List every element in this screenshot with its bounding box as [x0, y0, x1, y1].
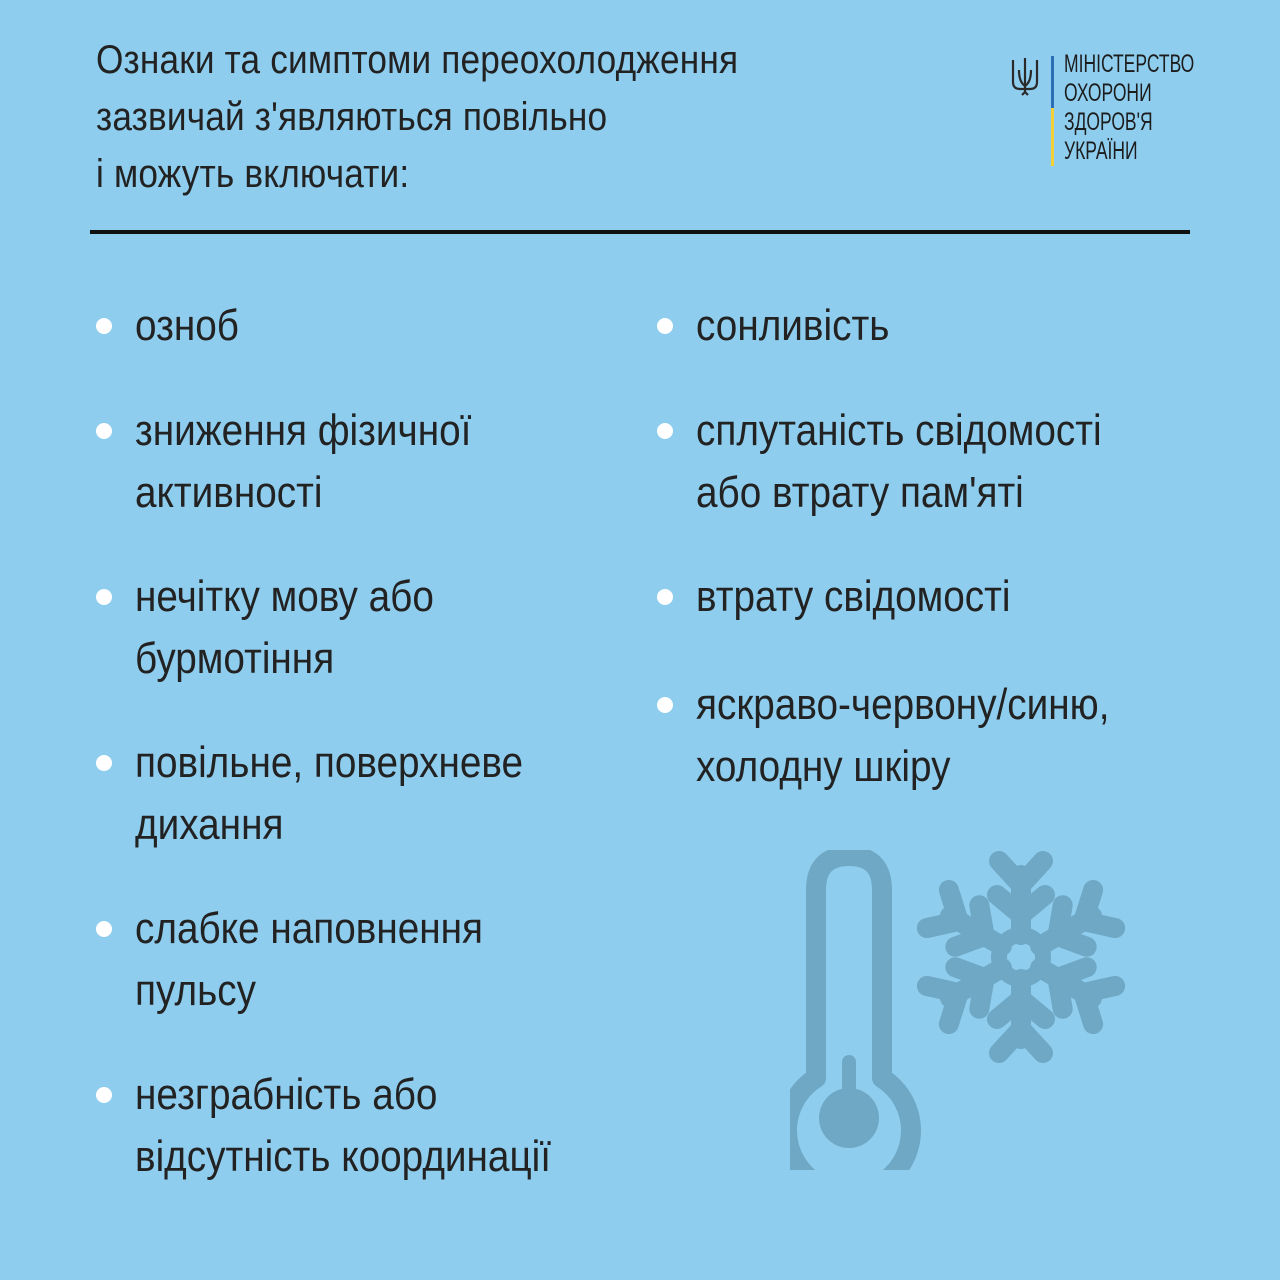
list-item-text [696, 295, 889, 357]
list-item-text [135, 566, 434, 690]
bullet-icon [96, 318, 112, 334]
list-item-line: або втрату пам'яті [696, 468, 1024, 517]
list-item-text [696, 566, 1010, 628]
snowflake-icon [926, 861, 1116, 1053]
bullet-icon [657, 423, 673, 439]
list-item-line: втрату свідомості [696, 572, 1011, 621]
thermometer-icon [790, 856, 911, 1170]
page-title [96, 32, 916, 203]
bullet-icon [96, 589, 112, 605]
list-item-text [696, 674, 1109, 798]
list-item-line: нечітку мову або [135, 572, 434, 621]
list-item-line: сонливість [696, 301, 890, 350]
logo-bar-yellow [1051, 108, 1054, 166]
list-item-line: повільне, поверхневе [135, 738, 524, 787]
ministry-logo [1010, 50, 1210, 172]
list-item-line: слабке наповнення [135, 904, 483, 953]
divider [90, 230, 1190, 234]
cold-illustration [790, 850, 1140, 1170]
trident-icon [1010, 56, 1040, 96]
list-item-text [135, 295, 239, 357]
list-item-line: яскраво-червону/синю, [696, 680, 1110, 729]
ministry-name [1064, 50, 1250, 166]
bullet-icon [96, 921, 112, 937]
title-line: і можуть включати: [96, 152, 410, 196]
ministry-name-line: МІНІСТЕРСТВО [1064, 50, 1195, 78]
list-item-text [135, 400, 471, 524]
list-item-line: незграбність або [135, 1070, 438, 1119]
bullet-icon [657, 589, 673, 605]
ministry-name-line: ЗДОРОВ'Я [1064, 108, 1153, 136]
list-item-text [696, 400, 1102, 524]
bullet-icon [96, 1087, 112, 1103]
title-line: зазвичай з'являються повільно [96, 95, 608, 139]
list-item-line: озноб [135, 301, 239, 350]
bullet-icon [96, 423, 112, 439]
ministry-name-line: УКРАЇНИ [1064, 137, 1138, 165]
list-item-line: сплутаність свідомості [696, 406, 1102, 455]
title-line: Ознаки та симптоми переохолодження [96, 38, 739, 82]
list-item-text [135, 732, 523, 856]
bullet-icon [657, 318, 673, 334]
bullet-icon [657, 697, 673, 713]
logo-bar-blue [1051, 56, 1054, 108]
list-item-line: зниження фізичної [135, 406, 472, 455]
list-item-text [135, 898, 483, 1022]
list-item-line: холодну шкіру [696, 742, 951, 791]
list-item-line: дихання [135, 800, 284, 849]
list-item-line: пульсу [135, 966, 256, 1015]
list-item-line: відсутність координації [135, 1132, 552, 1181]
ministry-name-line: ОХОРОНИ [1064, 79, 1152, 107]
list-item-line: бурмотіння [135, 634, 335, 683]
list-item-line: активності [135, 468, 323, 517]
bullet-icon [96, 755, 112, 771]
list-item-text [135, 1064, 551, 1188]
